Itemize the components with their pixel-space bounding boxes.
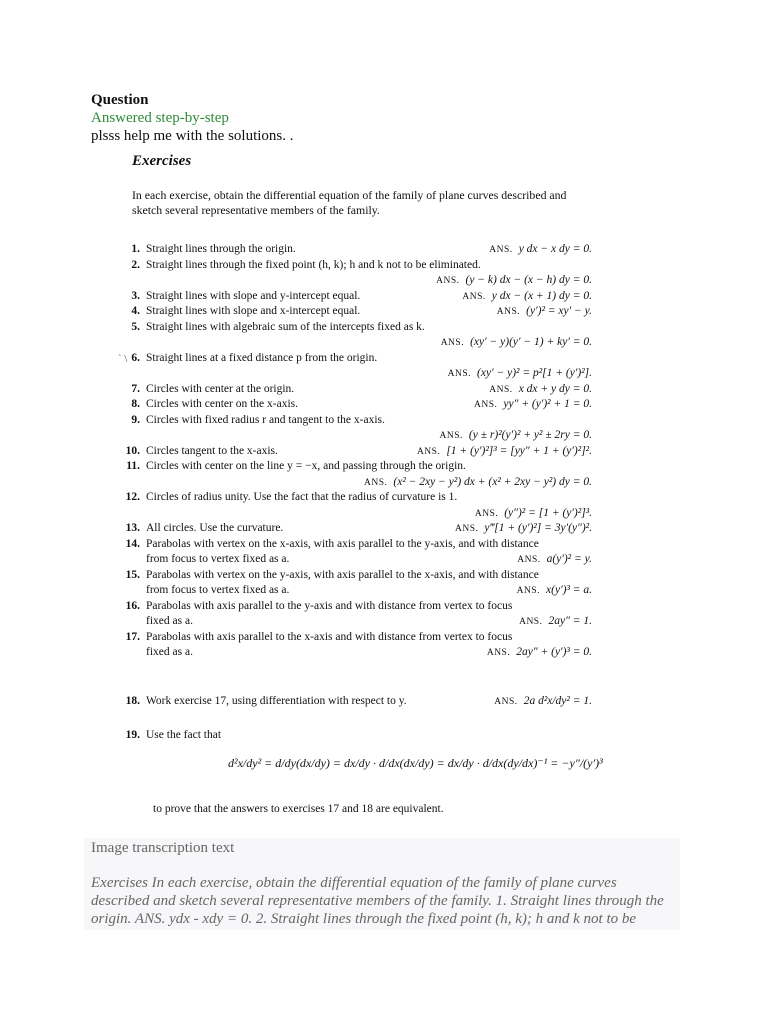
exercise-answer: ANS. y‴[1 + (y′)²] = 3y′(y″)². xyxy=(454,522,592,534)
exercise-row xyxy=(118,490,592,504)
exercise-row xyxy=(118,506,592,520)
exercise-answer: ANS. 2ay″ + (y′)³ = 0. xyxy=(486,646,592,658)
exercise-number: 15. xyxy=(125,568,140,581)
exercise-answer: ANS. x dx + y dy = 0. xyxy=(489,382,592,395)
exercise-number: 3. xyxy=(131,289,140,302)
exercise-answer: ANS. (y′)² = xy′ − y. xyxy=(496,305,592,317)
exercise-number: 4. xyxy=(131,305,140,317)
exercise-text: Circles of radius unity. Use the fact that the radius of curvature is 1. xyxy=(146,491,458,503)
exercise-answer: ANS. (x² − 2xy − y²) dx + (x² + 2xy − y²) dy = 0. xyxy=(364,475,592,488)
exercise-number: 13. xyxy=(125,522,140,534)
exercise-answer: ANS. [1 + (y′)²]³ = [yy″ + 1 + (y′)²]². xyxy=(416,444,592,457)
exercise-text: Circles with center on the line y = −x, and passing through the origin. xyxy=(146,460,466,472)
exercise-number: 2. xyxy=(131,258,140,271)
exercise-answer: ANS. (y − k) dx − (x − h) dy = 0. xyxy=(436,274,592,286)
exercise-number: 8. xyxy=(131,398,140,410)
exercise-number: 1. xyxy=(131,243,140,255)
exercise-answer: ANS. a(y′)² = y. xyxy=(517,553,592,565)
exercise-row xyxy=(118,552,592,566)
exercise-row xyxy=(118,614,592,628)
exercise-text: Circles with fixed radius r and tangent to the x-axis. xyxy=(146,413,385,426)
exercise-number: 17. xyxy=(125,630,140,643)
exercise-row xyxy=(118,428,592,442)
exercise-answer: ANS. (y″)² = [1 + (y′)²]³. xyxy=(474,506,592,519)
exercise-number: 9. xyxy=(131,413,140,426)
margin-mark: ` \ xyxy=(118,353,128,365)
exercise-answer: ANS. y dx − x dy = 0. xyxy=(489,243,592,255)
exercise-row xyxy=(118,521,592,535)
exercise-text: Straight lines at a fixed distance p from the origin. xyxy=(146,351,378,364)
question-body: plsss help me with the solutions. . xyxy=(91,128,294,144)
exercise-text: Parabolas with vertex on the y-axis, with axis parallel to the x-axis, and with distance xyxy=(146,568,539,581)
exercise-row xyxy=(118,444,592,458)
exercises-intro: In each exercise, obtain the differential equation of the family of plane curves described and sketch several representative members of the family. xyxy=(132,188,567,217)
exercise-number: 14. xyxy=(125,537,140,550)
transcription-title: Image transcription text xyxy=(91,840,235,856)
chain-rule-formula: d²x/dy² = d/dy(dx/dy) = dx/dy · d/dx(dx/dy) = dx/dy · d/dx(dy/dx)⁻¹ = −y″/(y′)³ xyxy=(228,756,603,770)
exercise-text: Straight lines through the fixed point (h, k); h and k not to be eliminated. xyxy=(146,258,481,271)
exercise-row xyxy=(118,320,592,334)
exercise-answer: ANS. y dx − (x + 1) dy = 0. xyxy=(462,289,592,302)
exercise-19: 19. Use the fact that xyxy=(125,729,222,741)
exercise-row xyxy=(118,304,592,318)
exercise-text: Parabolas with axis parallel to the y-axis and with distance from vertex to focus xyxy=(146,599,513,612)
exercise-row xyxy=(118,568,592,582)
exercise-text: Circles tangent to the x-axis. xyxy=(146,444,278,457)
exercise-number: 12. xyxy=(125,491,140,503)
exercise-answer: ANS. (xy′ − y)² = p²[1 + (y′)²]. xyxy=(447,367,592,379)
exercise-row xyxy=(118,645,592,659)
exercise-text: Straight lines through the origin. xyxy=(146,243,296,255)
exercise-row xyxy=(118,289,592,303)
exercise-row xyxy=(118,242,592,256)
exercise-row xyxy=(118,273,592,287)
exercise-image xyxy=(118,150,603,820)
exercise-answer: ANS. x(y′)³ = a. xyxy=(516,584,592,596)
exercise-row xyxy=(118,335,592,349)
exercise-row xyxy=(118,366,592,380)
exercise-row xyxy=(118,475,592,489)
answer-status: Answered step-by-step xyxy=(91,110,229,126)
exercise-text: Straight lines with slope and y-intercept equal. xyxy=(146,289,361,302)
exercise-row xyxy=(118,382,592,396)
exercise-number: 6. xyxy=(131,351,140,364)
exercise-text: Circles with center at the origin. xyxy=(146,382,295,395)
exercise-text: from focus to vertex fixed as a. xyxy=(146,553,290,565)
exercise-text: Parabolas with axis parallel to the x-axis and with distance from vertex to focus xyxy=(146,630,513,643)
exercise-18: 18. Work exercise 17, using differentiation with respect to y. ANS. 2a d²x/dy² = 1. xyxy=(125,695,592,707)
exercise-row xyxy=(118,630,592,644)
exercise-answer: ANS. yy″ + (y′)² + 1 = 0. xyxy=(473,398,592,410)
exercise-row xyxy=(118,583,592,597)
exercise-row xyxy=(118,397,592,411)
exercise-row xyxy=(118,351,592,365)
exercise-number: 5. xyxy=(131,320,140,333)
exercise-text: fixed as a. xyxy=(146,615,193,627)
prove-text: to prove that the answers to exercises 17 and 18 are equivalent. xyxy=(153,803,444,815)
exercise-number: 16. xyxy=(125,599,140,612)
exercise-row xyxy=(118,599,592,613)
exercise-answer: ANS. (y ± r)²(y′)² + y² ± 2ry = 0. xyxy=(439,429,592,441)
exercise-text: from focus to vertex fixed as a. xyxy=(146,584,290,596)
exercise-number: 7. xyxy=(131,382,140,395)
exercise-text: Straight lines with slope and x-intercept equal. xyxy=(146,305,361,317)
exercise-text: All circles. Use the curvature. xyxy=(146,522,284,534)
exercise-row xyxy=(118,459,592,473)
exercise-text: Circles with center on the x-axis. xyxy=(146,398,299,410)
transcription-text: Exercises In each exercise, obtain the differential equation of the family of plane curves described and sketch several representative members of the family. 1. Straight lines through the origin. ANS. ydx - xdy = 0. 2. Straight lines through the fixed point (h, k); h and k not to be xyxy=(91,875,664,927)
exercise-row xyxy=(118,258,592,272)
exercise-number: 11. xyxy=(126,460,140,472)
exercise-answer: ANS. 2ay″ = 1. xyxy=(519,615,592,627)
exercises-title: Exercises xyxy=(132,153,192,169)
question-heading: Question xyxy=(91,92,149,108)
exercise-number: 10. xyxy=(125,444,140,457)
exercise-text: fixed as a. xyxy=(146,646,193,658)
exercise-answer: ANS. (xy′ − y)(y′ − 1) + ky′ = 0. xyxy=(440,336,592,348)
exercise-text: Parabolas with vertex on the x-axis, with axis parallel to the y-axis, and with distance xyxy=(146,537,539,550)
exercise-text: Straight lines with algebraic sum of the intercepts fixed as k. xyxy=(146,320,425,333)
exercise-row xyxy=(118,413,592,427)
exercise-row xyxy=(118,537,592,551)
